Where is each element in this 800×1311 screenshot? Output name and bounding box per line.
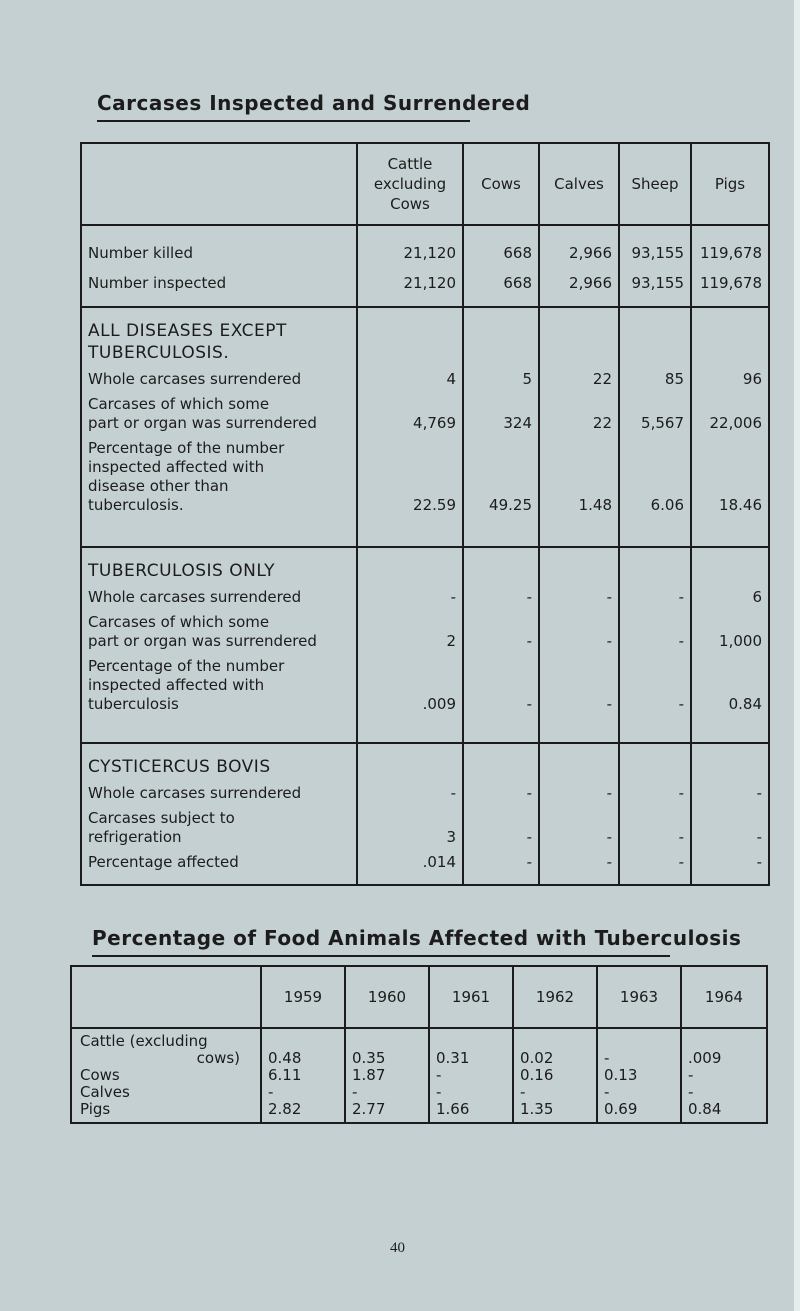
row-label: refrigeration (88, 828, 182, 846)
section-labels (81, 547, 357, 743)
tb-value: 1.66 (436, 1100, 470, 1118)
count-value: 21,120 (403, 244, 456, 262)
value-cell (619, 547, 691, 743)
tb-value: - (520, 1083, 526, 1101)
header-pigs: Pigs (691, 143, 769, 225)
cell-value: - (606, 632, 612, 650)
cell-value: 22,006 (709, 414, 762, 432)
spacer (620, 756, 684, 778)
value-cell (357, 307, 463, 547)
count-value: 119,678 (699, 274, 762, 292)
row-label: Percentage affected (88, 853, 239, 871)
year-header: 1960 (345, 966, 429, 1028)
cell-value: 4 (446, 370, 456, 388)
spacer (358, 320, 456, 364)
spacer (692, 607, 762, 632)
row-label: disease other than (88, 477, 229, 495)
cell-value: - (606, 695, 612, 713)
page-edge (794, 0, 800, 1311)
tb-title-underline (92, 955, 670, 957)
cell-value: - (526, 695, 532, 713)
value-cell (619, 307, 691, 547)
cell-value: - (756, 784, 762, 802)
cell-value: 49.25 (489, 496, 532, 514)
row-label: inspected affected with (88, 458, 265, 476)
tb-value: 0.69 (604, 1100, 638, 1118)
cell-value: 5 (522, 370, 532, 388)
spacer (620, 389, 684, 414)
tb-value: 0.35 (352, 1049, 386, 1067)
tb-value: 6.11 (268, 1066, 302, 1084)
spacer (540, 320, 612, 364)
spacer (620, 560, 684, 582)
spacer (692, 560, 762, 582)
tb-value: 0.13 (604, 1066, 638, 1084)
row-label: Percentage of the number (88, 657, 285, 675)
header-row (81, 143, 769, 225)
tb-column-1962 (513, 1028, 597, 1123)
title-underline (97, 120, 470, 122)
spacer (692, 320, 762, 364)
tb-value (520, 1033, 590, 1050)
spacer (358, 433, 456, 496)
tb-title: Percentage of Food Animals Affected with Tuberculosis (92, 926, 742, 950)
cell-value: 18.46 (719, 496, 762, 514)
count-cell (619, 225, 691, 307)
spacer (540, 607, 612, 632)
cell-value: 6.06 (650, 496, 684, 514)
count-cell (539, 225, 619, 307)
tb-row-labels: Cattle (excluding cows) Cows Calves Pigs (71, 1028, 261, 1123)
row-label: Whole carcases surrendered (88, 370, 302, 388)
year-header: 1959 (261, 966, 345, 1028)
cell-value: 3 (446, 828, 456, 846)
spacer (692, 756, 762, 778)
cell-value: - (606, 828, 612, 846)
tb-value (604, 1033, 674, 1050)
spacer (692, 433, 762, 496)
tb-value: 0.02 (520, 1049, 554, 1067)
tb-data-row (71, 1028, 767, 1123)
page-number: 40 (390, 1240, 405, 1256)
count-value: 21,120 (403, 274, 456, 292)
tb-value: 1.87 (352, 1066, 386, 1084)
tb-value: .009 (688, 1049, 722, 1067)
year-header-blank (71, 966, 261, 1028)
tb-value: 2.77 (352, 1100, 386, 1118)
row-label: part or organ was surrendered (88, 632, 317, 650)
year-header: 1963 (597, 966, 681, 1028)
year-header: 1964 (681, 966, 767, 1028)
cell-value: 22 (592, 370, 612, 388)
section-row (81, 743, 769, 885)
tb-value: 2.82 (268, 1100, 302, 1118)
tb-value: 0.16 (520, 1066, 554, 1084)
row-label: tuberculosis. (88, 496, 184, 514)
cell-value: - (526, 632, 532, 650)
value-cell (539, 743, 619, 885)
cell-value: 96 (742, 370, 762, 388)
value-cell (463, 743, 539, 885)
spacer (620, 607, 684, 632)
section-row (81, 547, 769, 743)
tb-value (268, 1033, 338, 1050)
count-cell (691, 225, 769, 307)
spacer (620, 320, 684, 364)
cell-value: - (450, 588, 456, 606)
cell-value: 6 (752, 588, 762, 606)
header-cows: Cows (463, 143, 539, 225)
count-value: 2,966 (569, 274, 612, 292)
count-labels (81, 225, 357, 307)
row-label: Number inspected (88, 274, 227, 292)
cell-value: 5,567 (641, 414, 684, 432)
tb-column-1961 (429, 1028, 513, 1123)
spacer (540, 651, 612, 695)
tb-value: - (436, 1066, 442, 1084)
cell-value: - (678, 695, 684, 713)
row-label: Whole carcases surrendered (88, 784, 302, 802)
spacer (620, 433, 684, 496)
year-header: 1962 (513, 966, 597, 1028)
cell-value: - (526, 784, 532, 802)
tb-percentage-table (70, 965, 768, 1124)
row-label: part or organ was surrendered (88, 414, 317, 432)
spacer (464, 756, 532, 778)
count-cell (357, 225, 463, 307)
cell-value: .009 (422, 695, 456, 713)
cell-value: 1,000 (719, 632, 762, 650)
count-value: 2,966 (569, 244, 612, 262)
value-cell (357, 743, 463, 885)
cell-value: - (678, 784, 684, 802)
cell-value: - (606, 853, 612, 871)
tb-value: - (604, 1049, 610, 1067)
tb-value: - (604, 1083, 610, 1101)
header-calves: Calves (539, 143, 619, 225)
spacer (540, 756, 612, 778)
cell-value: 22 (592, 414, 612, 432)
value-cell (691, 743, 769, 885)
tb-value: 0.48 (268, 1049, 302, 1067)
cell-value: - (678, 632, 684, 650)
value-cell (539, 307, 619, 547)
spacer (464, 389, 532, 414)
spacer (620, 651, 684, 695)
tb-value: 0.31 (436, 1049, 470, 1067)
value-cell (463, 307, 539, 547)
spacer (692, 803, 762, 828)
spacer (358, 389, 456, 414)
cell-value: - (756, 828, 762, 846)
value-cell (539, 547, 619, 743)
tb-value: - (436, 1083, 442, 1101)
cell-value: 324 (503, 414, 532, 432)
tb-value (352, 1033, 422, 1050)
tb-value: 1.35 (520, 1100, 554, 1118)
year-header-row (71, 966, 767, 1028)
spacer (464, 607, 532, 632)
cell-value: 4,769 (413, 414, 456, 432)
row-label: Number killed (88, 244, 193, 262)
spacer (464, 803, 532, 828)
spacer (464, 320, 532, 364)
value-cell (619, 743, 691, 885)
cell-value: .014 (422, 853, 456, 871)
carcases-table (80, 142, 770, 886)
cell-value: - (756, 853, 762, 871)
row-label: tuberculosis (88, 695, 179, 713)
spacer (358, 560, 456, 582)
header-sheep: Sheep (619, 143, 691, 225)
spacer (358, 651, 456, 695)
tb-column-1960 (345, 1028, 429, 1123)
count-value: 668 (503, 244, 532, 262)
tb-value: - (688, 1083, 694, 1101)
count-value: 93,155 (631, 244, 684, 262)
section-labels (81, 743, 357, 885)
spacer (540, 803, 612, 828)
row-label: Percentage of the number (88, 439, 285, 457)
tb-value (436, 1033, 506, 1050)
section-title: TUBERCULOSIS. (88, 343, 230, 363)
row-label: Carcases of which some (88, 395, 270, 413)
section-row (81, 307, 769, 547)
count-value: 668 (503, 274, 532, 292)
tb-value: - (688, 1066, 694, 1084)
count-value: 119,678 (699, 244, 762, 262)
cell-value: 2 (446, 632, 456, 650)
spacer (692, 389, 762, 414)
cell-value: - (526, 853, 532, 871)
year-header: 1961 (429, 966, 513, 1028)
cell-value: 22.59 (413, 496, 456, 514)
count-value: 93,155 (631, 274, 684, 292)
cell-value: - (678, 853, 684, 871)
cell-value: 1.48 (578, 496, 612, 514)
spacer (540, 433, 612, 496)
spacer (464, 433, 532, 496)
cell-value: - (526, 588, 532, 606)
cell-value: 0.84 (728, 695, 762, 713)
cell-value: - (606, 588, 612, 606)
tb-column-1964 (681, 1028, 767, 1123)
spacer (620, 803, 684, 828)
cell-value: 85 (664, 370, 684, 388)
row-label: Whole carcases surrendered (88, 588, 302, 606)
header-cattle: Cattle excluding Cows (357, 143, 463, 225)
section-title: CYSTICERCUS BOVIS (88, 757, 271, 777)
value-cell (463, 547, 539, 743)
spacer (464, 651, 532, 695)
spacer (358, 803, 456, 828)
tb-value: 0.84 (688, 1100, 722, 1118)
value-cell (691, 307, 769, 547)
count-cell (463, 225, 539, 307)
spacer (464, 560, 532, 582)
count-row (81, 225, 769, 307)
cell-value: - (450, 784, 456, 802)
tb-value: - (268, 1083, 274, 1101)
value-cell (357, 547, 463, 743)
value-cell (691, 547, 769, 743)
tb-value: - (352, 1083, 358, 1101)
row-label: Carcases of which some (88, 613, 270, 631)
section-title: ALL DISEASES EXCEPT (88, 321, 287, 341)
spacer (540, 389, 612, 414)
header-blank (81, 143, 357, 225)
cell-value: - (678, 588, 684, 606)
spacer (540, 560, 612, 582)
cell-value: - (526, 828, 532, 846)
section-labels (81, 307, 357, 547)
tb-value (688, 1033, 760, 1050)
row-label: Carcases subject to (88, 809, 235, 827)
cell-value: - (606, 784, 612, 802)
tb-column-1959 (261, 1028, 345, 1123)
spacer (358, 607, 456, 632)
spacer (692, 651, 762, 695)
row-label: inspected affected with (88, 676, 265, 694)
spacer (358, 756, 456, 778)
section-title: TUBERCULOSIS ONLY (88, 561, 275, 581)
tb-column-1963 (597, 1028, 681, 1123)
page-title: Carcases Inspected and Surrendered (97, 91, 531, 115)
cell-value: - (678, 828, 684, 846)
